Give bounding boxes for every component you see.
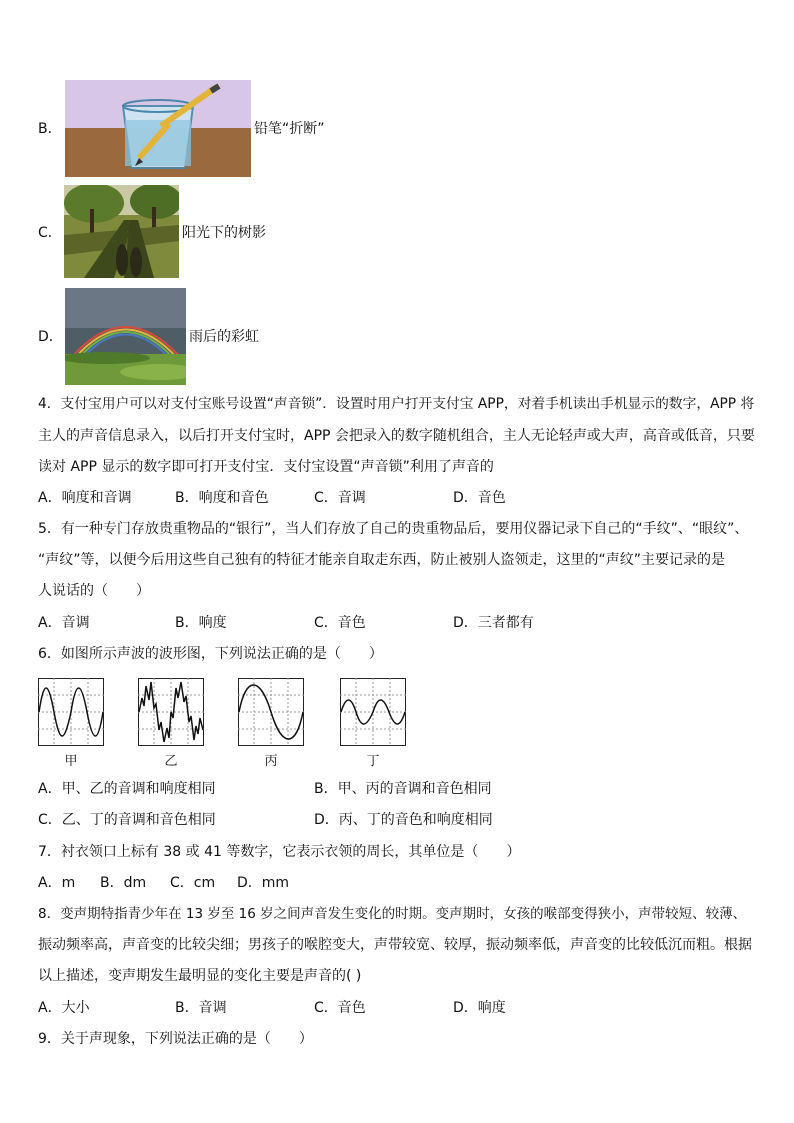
question-text: 5．有一种专门存放贵重物品的“银行”，当人们存放了自己的贵重物品后，要用仪器记录下自己的“手纹”、“眼纹”、: [38, 521, 749, 537]
answer-option[interactable]: A．m: [38, 875, 76, 891]
question-text: 读对 APP 显示的数字即可打开支付宝．支付宝设置“声音锁”利用了声音的: [38, 459, 494, 475]
answer-option[interactable]: A．响度和音调: [38, 490, 132, 506]
tree-shadow-image: [64, 185, 179, 278]
question-text: 以上描述，变声期发生最明显的变化主要是声音的( ): [38, 968, 362, 984]
waveform-label: 乙: [164, 754, 178, 769]
option-letter: B．: [38, 121, 62, 137]
answer-option[interactable]: A．音调: [38, 615, 90, 631]
question-text: 7．衬衣领口上标有 38 或 41 等数字，它表示衣领的周长，其单位是（ ）: [38, 844, 521, 860]
waveform-yi: [138, 678, 204, 746]
answer-option[interactable]: A．甲、乙的音调和响度相同: [38, 781, 216, 797]
answer-option[interactable]: C．音调: [314, 490, 366, 506]
answer-option[interactable]: D．mm: [237, 875, 290, 891]
waveform-jia: [38, 678, 104, 746]
waveform-label: 甲: [64, 754, 78, 769]
pencil-in-water-image: [65, 80, 251, 177]
waveform-label: 丁: [366, 754, 380, 769]
question-text: 9．关于声现象，下列说法正确的是（ ）: [38, 1031, 313, 1047]
answer-option[interactable]: B．响度: [175, 615, 227, 631]
answer-option[interactable]: D．音色: [453, 490, 506, 506]
question-text: 主人的声音信息录入，以后打开支付宝时，APP 会把录入的数字随机组合，主人无论轻声或大声，高音或低音，只要: [38, 428, 755, 444]
question-text: 振动频率高，声音变的比较尖细；男孩子的喉腔变大，声带较宽、较厚，振动频率低，声音变的比较低沉而粗。根据: [38, 937, 752, 953]
question-text: 人说话的（ ）: [38, 583, 150, 599]
answer-option[interactable]: D．响度: [453, 1000, 506, 1016]
option-caption: 阳光下的树影: [182, 225, 266, 241]
option-letter: C．: [38, 225, 62, 241]
waveform-bing: [238, 678, 304, 746]
answer-option[interactable]: C．乙、丁的音调和音色相同: [38, 812, 216, 828]
answer-option[interactable]: D．丙、丁的音色和响度相同: [314, 812, 493, 828]
rainbow-image: [65, 288, 186, 385]
answer-option[interactable]: D．三者都有: [453, 615, 534, 631]
answer-option[interactable]: B．dm: [100, 875, 147, 891]
answer-option[interactable]: C．音色: [314, 615, 366, 631]
question-text: 6．如图所示声波的波形图，下列说法正确的是（ ）: [38, 646, 383, 662]
answer-option[interactable]: A．大小: [38, 1000, 90, 1016]
option-letter: D．: [38, 329, 63, 345]
answer-option[interactable]: C．音色: [314, 1000, 366, 1016]
question-text: 8．变声期特指青少年在 13 岁至 16 岁之间声音发生变化的时期。变声期时，女孩的喉部变得狭小，声带较短、较薄、: [38, 906, 747, 922]
answer-option[interactable]: B．响度和音色: [175, 490, 269, 506]
waveform-ding: [340, 678, 406, 746]
answer-option[interactable]: C．cm: [170, 875, 216, 891]
question-text: 4．支付宝用户可以对支付宝账号设置“声音锁”．设置时用户打开支付宝 APP，对着手机读出手机显示的数字，APP 将: [38, 396, 755, 412]
answer-option[interactable]: B．甲、丙的音调和音色相同: [314, 781, 492, 797]
option-caption: 铅笔“折断”: [254, 121, 325, 137]
answer-option[interactable]: B．音调: [175, 1000, 227, 1016]
waveform-label: 丙: [264, 754, 278, 769]
question-text: “声纹”等，以便今后用这些自己独有的特征才能亲自取走东西，防止被别人盗领走，这里的“声纹”主要记录的是: [38, 552, 726, 568]
option-caption: 雨后的彩虹: [189, 329, 259, 345]
